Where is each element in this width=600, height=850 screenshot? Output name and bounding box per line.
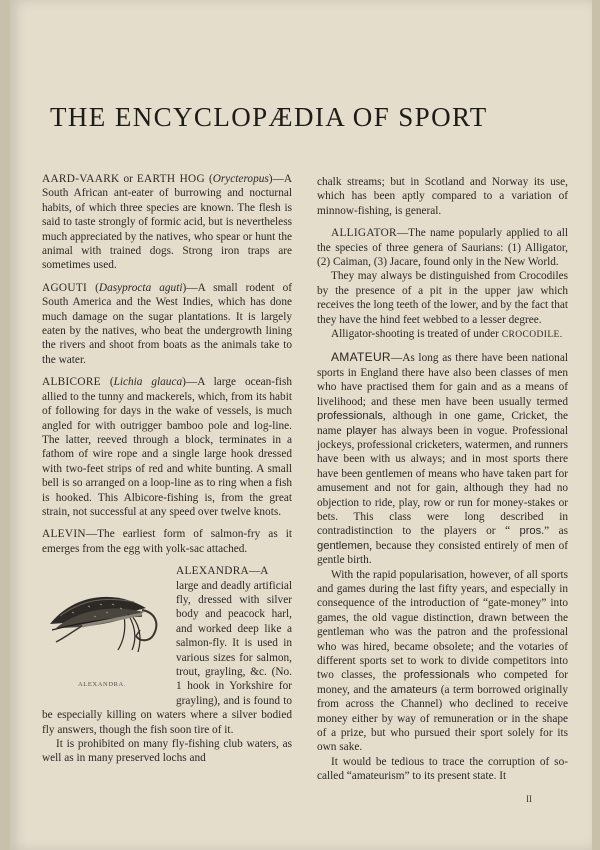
left-column xyxy=(42,172,292,774)
entry-text-continued: It is prohibited on many fly-fishing club waters, as well as in many preserved lochs and xyxy=(42,738,292,765)
entry-heading: AMATEUR xyxy=(331,350,391,365)
entry-alevin xyxy=(42,527,292,556)
entry-heading-alt: EARTH HOG xyxy=(136,173,205,185)
entry-aardvark: AARD-VAARK or EARTH HOG (Orycteropus)—A South African ant-eater of burrowing and nocturnal habits, of which three species are known. The flesh is said to taste strongly of formic acid, but is nevertheless much appreciated by the natives, who spear or hunt the animal with trained dogs. Strong iron traps are sometimes used. xyxy=(42,173,292,272)
entry-text: —A large and deadly artificial fly, dressed with silver body and peacock harl, and worked deep like a salmon-fly. It is used in various sizes for salmon, trout, grayling, &c. (No. 1 hook in Yorkshire for grayling), and is found to be especially killing on waters where a silver bodied fly answers, though the fish soon tire of it. xyxy=(42,565,292,736)
entry-albicore: ALBICORE (Lichia glauca)—A large ocean-fish allied to the tunny and mackerels, which, from its habit of following for days in the wake of vessels, is much angled for with outrigger bamboo pole and log-line. The latter, reeved through a block, terminates in a fathom of wire rope and a single large hook dressed with two-feet strips of red and white bunting. A small bell is so arranged on a loop-line as to ring when a fish is hooked. This Albicore-fishing is, from the great strain, not successful at any speed over twelve knots. xyxy=(42,376,292,518)
entry-heading: AARD-VAARK xyxy=(42,173,120,185)
page-title: THE ENCYCLOPÆDIA OF SPORT xyxy=(50,102,488,132)
entry-paragraph: It would be tedious to trace the corruption of so-called “amateurism” to its present state. It xyxy=(317,755,568,783)
entry-text: —The name popularly applied to all the species of three genera of Saurians: (1) Alligator, (2) Caiman, (3) Jacare, found only in the New World. xyxy=(317,227,568,269)
illustration-caption: ALEXANDRA. xyxy=(78,681,127,689)
entry-heading: ALLIGATOR xyxy=(331,227,397,240)
term-pros: pros xyxy=(519,525,542,538)
latin-name: Orycteropus xyxy=(212,173,269,185)
entry-alligator xyxy=(317,226,568,342)
latin-name: Dasyprocta aguti xyxy=(98,281,183,294)
entry-heading: AGOUTI xyxy=(42,281,88,294)
entry-text: —A large ocean-fish allied to the tunny and mackerels, which, from its habit of following for days in the wake of vessels, is much angled for with outrigger bamboo pole and log-line. The latter, reeved through a block, terminates in a fathom of wire rope and a single large hook dressed with two-feet strips of red and white bunting. A small bell is so arranged on a loop-line as to ring when a fish is hooked. This Albicore-fishing is, from the great strain, not successful at any speed over twelve knots. xyxy=(42,376,292,518)
entry-heading: ALEVIN xyxy=(42,528,86,541)
fly-icon xyxy=(42,566,170,676)
latin-name: Lichia glauca xyxy=(113,376,183,389)
entry-heading: ALBICORE xyxy=(42,376,101,389)
page-signature-mark: II xyxy=(526,794,532,804)
right-column xyxy=(317,175,568,792)
term-professionals: professionals xyxy=(317,410,383,423)
term-professionals: professionals xyxy=(403,669,470,682)
continued-text: chalk streams; but in Scotland and Norway its use, which has been aptly compared to a variation of minnow-fishing, is general. xyxy=(317,176,568,217)
cross-reference: CROCODILE. xyxy=(501,330,563,341)
entry-agouti: AGOUTI (Dasyprocta aguti)—A small rodent of South America and the West Indies, which has done much damage on the sugar plantations. It is largely eaten by the natives, who beat the undergrowth lining the rivers and shoot from boats as the animals take to the water. xyxy=(42,281,292,366)
entry-paragraph: Alligator-shooting is treated of under xyxy=(331,328,502,341)
book-page xyxy=(10,0,592,850)
term-amateurs: amateurs xyxy=(390,683,438,696)
entry-paragraph: They may always be distinguished from Crocodiles by the presence of a pit in the upper jaw which receives the long teeth of the lower, and by the fact that they have the hind feet webbed to a lesser degree. xyxy=(317,270,568,326)
entry-alexandra xyxy=(42,564,292,766)
entry-alexandra-continued xyxy=(317,175,568,218)
term-gentlemen: gentlemen xyxy=(317,539,370,552)
entry-text: —The earliest form of salmon-fry as it emerges from the egg with yolk-sac attached. xyxy=(42,528,292,555)
alexandra-fly-illustration xyxy=(42,566,170,702)
entry-text: —A small rodent of South America and the West Indies, which has done much damage on the sugar plantations. It is largely eaten by the natives, who beat the undergrowth lining the rivers and shoot from boats as the animals take to the water. xyxy=(42,281,292,366)
entry-heading: ALEXANDRA xyxy=(176,565,249,578)
entry-text: —A South African ant-eater of burrowing and nocturnal habits, of which three species are known. The flesh is said to taste strongly of formic acid, but is nevertheless much appreciated by the natives, who spear or hunt the animal with trained dogs. Strong iron traps are sometimes used. xyxy=(42,173,292,272)
term-player: player xyxy=(346,424,377,437)
entry-amateur: AMATEUR—As long as there have been national sports in England there have also been classes of men who have practised them for gain and as a means of livelihood; and these men have been usually termed professionals, although in one game, Cricket, the name player has always been in vogue. Professional jockeys, professional cricketers, watermen, and runners have been with us always; and in most sports there have been gentlemen of means who have taken part for amusement and not for gain, although they had no objection to ride, play, row or run for money-stakes or bets. This class were long described in contradistinction to the players or “ pros.” as gentlemen, because they consisted entirely of men of gentle birth. With the rapid popularisation, however, of all sports and games during the last fifty years, and especially in consequence of the introduction of “gate-money” into games, the old vague distinction, drawn between the gentleman who was the patron and the professional who was hired, became obsolete; and the votaries of different sports set to work to divide competitors into two classes, the professionals who competed for money, and the amateurs (a term borrowed originally from across the Channel) who declined to receive money either by way of remuneration or in the shape of a prize, but who pursued their sport solely for its own sake. It would be tedious to trace the corruption of so-called “amateurism” to its present state. It xyxy=(317,350,568,783)
